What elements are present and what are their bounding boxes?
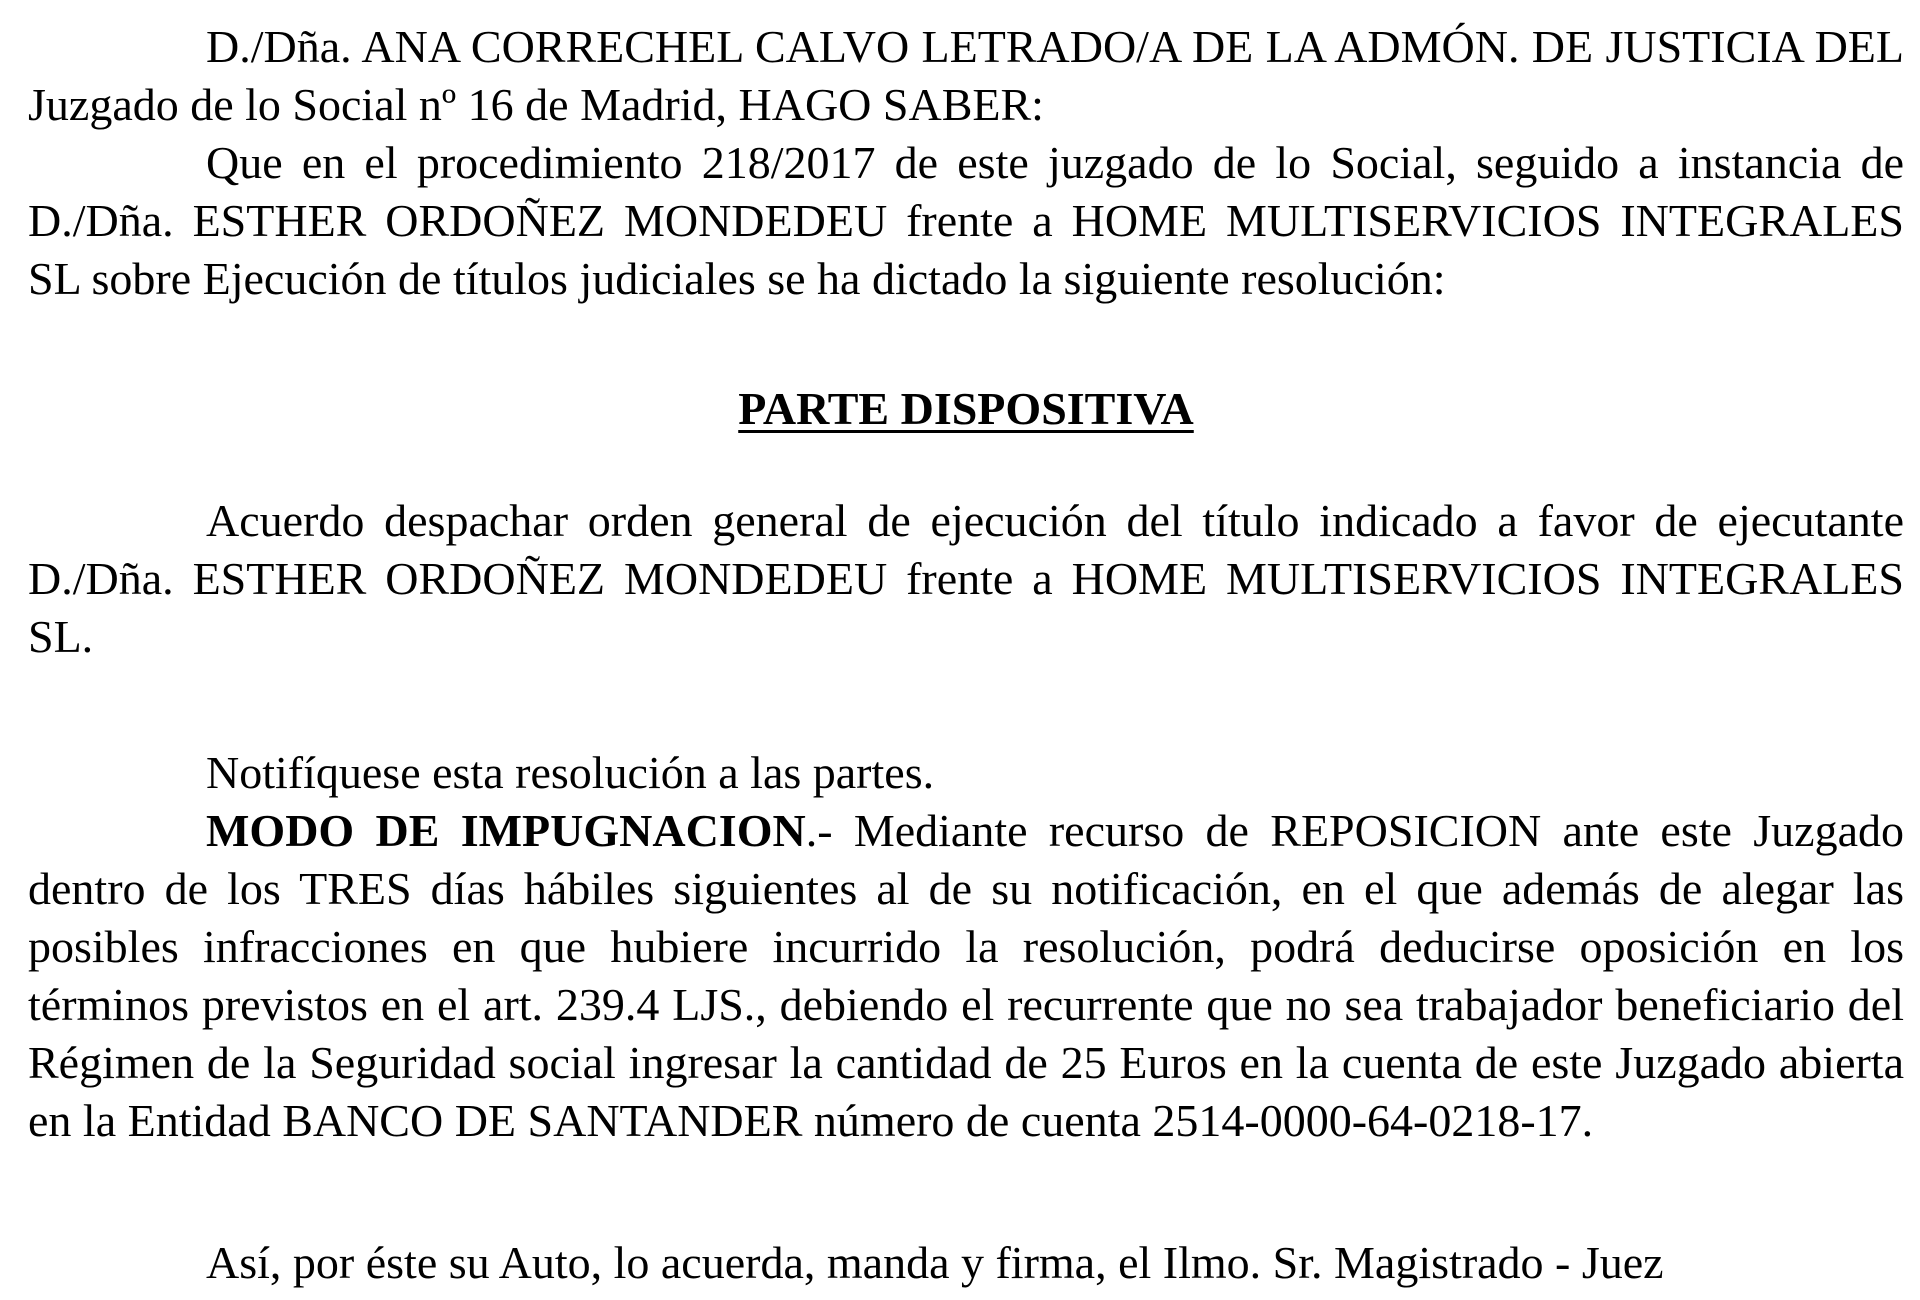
spacer bbox=[28, 308, 1904, 380]
spacer bbox=[28, 666, 1904, 744]
notice-intro-paragraph: D./Dña. ANA CORRECHEL CALVO LETRADO/A DE LA ADMÓN. DE JUSTICIA DEL Juzgado de lo Social nº 16 de Madrid, HAGO SABER: bbox=[28, 21, 1904, 130]
execution-order-paragraph: Acuerdo despachar orden general de ejecución del título indicado a favor de ejecutante D./Dña. ESTHER ORDOÑEZ MONDEDEU frente a HOME MULTISERVICIOS INTEGRALES SL. bbox=[28, 495, 1904, 662]
closing-paragraph: Así, por éste su Auto, lo acuerda, manda y firma, el Ilmo. Sr. Magistrado - Juez bbox=[206, 1237, 1664, 1288]
impugnation-text: .- Mediante recurso de REPOSICION ante este Juzgado dentro de los TRES días hábiles siguientes al de su notificación, en el que además de alegar las posibles infracciones en que hubiere incurrido la resolución, podrá deducirse oposición en los términos previstos en el art. 239.4 LJS., debiendo el recurrente que no sea trabajador beneficiario del Régimen de la Seguridad social ingresar la cantidad de 25 Euros en la cuenta de este Juzgado abierta en la Entidad BANCO DE SANTANDER número de cuenta 2514-0000-64-0218-17. bbox=[28, 805, 1904, 1146]
document-body bbox=[28, 18, 1904, 1292]
spacer bbox=[28, 1150, 1904, 1234]
impugnation-paragraph bbox=[28, 802, 1904, 1150]
impugnation-label: MODO DE IMPUGNACION bbox=[206, 805, 806, 856]
spacer bbox=[28, 438, 1904, 492]
notification-paragraph: Notifíquese esta resolución a las partes. bbox=[206, 747, 935, 798]
section-heading: PARTE DISPOSITIVA bbox=[738, 383, 1194, 434]
procedure-paragraph: Que en el procedimiento 218/2017 de este juzgado de lo Social, seguido a instancia de D./Dña. ESTHER ORDOÑEZ MONDEDEU frente a HOME MULTISERVICIOS INTEGRALES SL sobre Ejecución de títulos judiciales se ha dictado la siguiente resolución: bbox=[28, 137, 1904, 304]
